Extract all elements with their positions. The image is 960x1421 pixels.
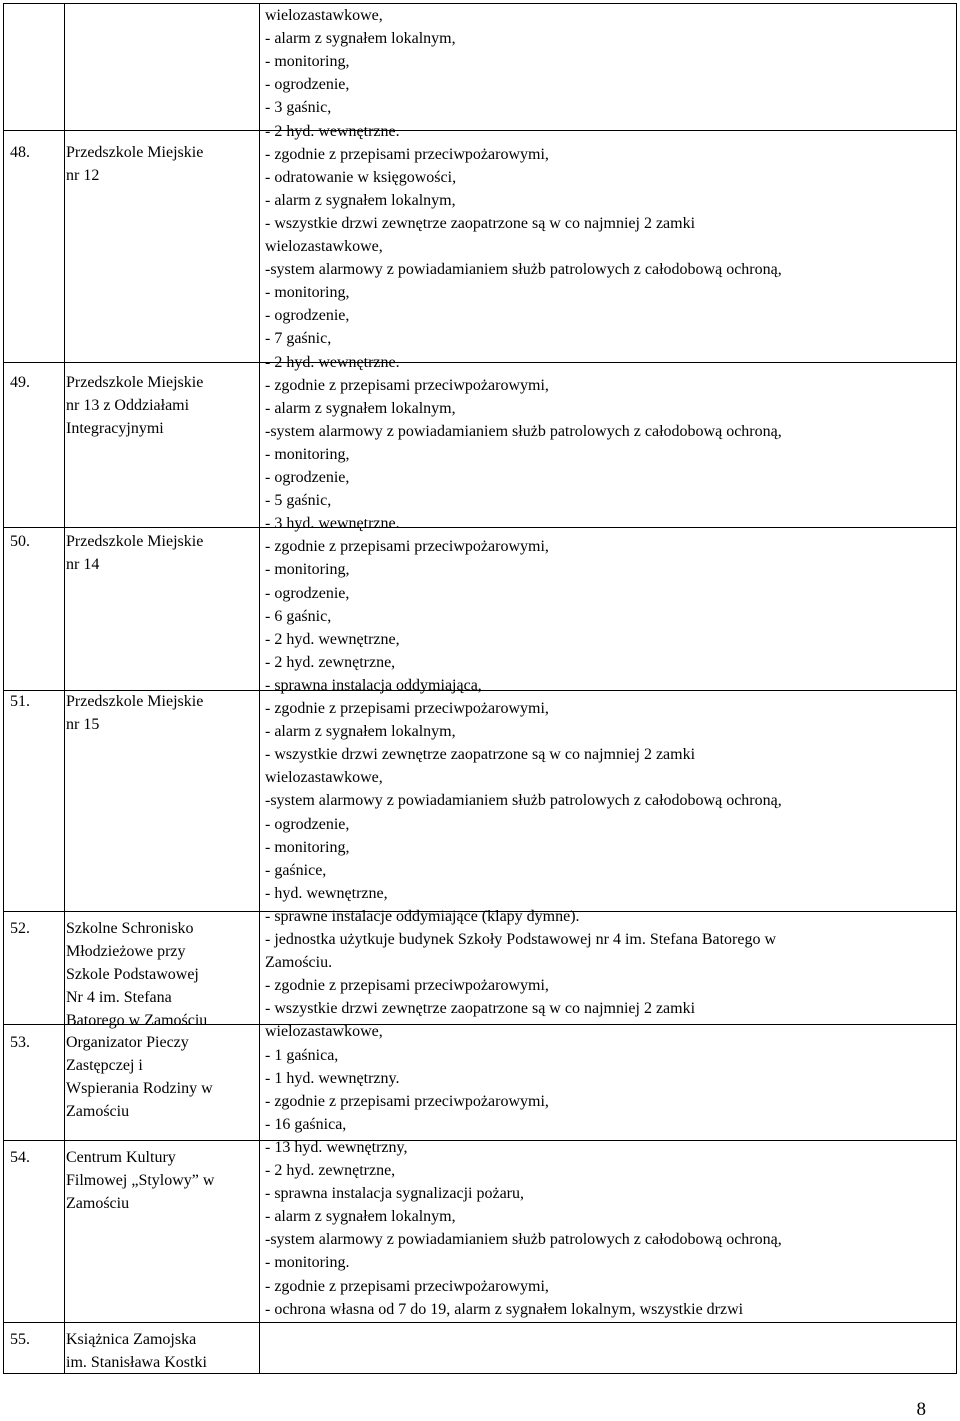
safeguard-line: - wszystkie drzwi zewnętrze zaopatrzone są w co najmniej 2 zamki [265,746,696,764]
facility-name-line: nr 12 [66,167,100,184]
facility-name-line: Nr 4 im. Stefana [66,989,172,1006]
safeguard-line: - monitoring, [265,53,350,71]
row-number: 50. [10,533,30,550]
safeguard-line: - zgodnie z przepisami przeciwpożarowymi, [265,1277,549,1295]
safeguard-line: - 1 gaśnica, [265,1046,339,1064]
safeguard-line: - zgodnie z przepisami przeciwpożarowymi, [265,145,549,163]
facility-name-line: nr 13 z Oddziałami [66,397,190,414]
safeguard-line: - odratowanie w księgowości, [265,168,457,186]
safeguard-line: - hyd. wewnętrzne, [265,884,388,902]
safeguard-line: - 7 gaśnic, [265,330,332,348]
safeguard-line: - ogrodzenie, [265,76,350,94]
safeguard-line: - 16 gaśnica, [265,1115,347,1133]
safeguard-line: - sprawna instalacja oddymiająca, [265,676,482,694]
safeguard-line: - zgodnie z przepisami przeciwpożarowymi, [265,538,549,556]
facility-name-line: Centrum Kultury [66,1149,176,1166]
row-number: 48. [10,144,30,161]
facility-name-line: Zamościu [66,1103,130,1120]
safeguard-line: - 3 hyd. wewnętrzne. [265,515,400,533]
safeguard-line: wielozastawkowe, [265,7,383,24]
safeguard-line: - ogrodzenie, [265,584,350,602]
row-number: 49. [10,374,30,391]
safeguard-line: - 2 hyd. wewnętrzne, [265,630,400,648]
row-number: 55. [10,1331,30,1348]
facility-name-line: Integracyjnymi [66,420,164,437]
safeguard-line: - wszystkie drzwi zewnętrze zaopatrzone są w co najmniej 2 zamki [265,1000,696,1018]
safeguard-line: - alarm z sygnałem lokalnym, [265,191,456,209]
safeguard-line: - monitoring, [265,284,350,302]
safeguard-line: - monitoring, [265,445,350,463]
facility-name-line: nr 14 [66,556,100,573]
facility-name-line: Przedszkole Miejskie [66,144,204,161]
safeguard-line: wielozastawkowe, [265,769,383,787]
safeguard-line: - alarm z sygnałem lokalnym, [265,399,456,417]
safeguard-line: - alarm z sygnałem lokalnym, [265,1208,456,1226]
safeguard-line: - zgodnie z przepisami przeciwpożarowymi, [265,376,549,394]
page-number: 8 [916,1399,926,1420]
safeguard-line: - 6 gaśnic, [265,607,332,625]
row-number: 53. [10,1034,30,1051]
facility-name-line: Młodzieżowe przy [66,943,186,960]
facility-name-line: Przedszkole Miejskie [66,533,204,550]
safeguard-line: wielozastawkowe, [265,238,383,255]
facility-name-line: Zastępczej i [66,1057,143,1074]
safeguard-line: - ogrodzenie, [265,469,350,486]
safeguard-line: - ogrodzenie, [265,815,350,833]
safeguard-line: - zgodnie z przepisami przeciwpożarowymi, [265,700,549,717]
safeguard-line: - alarm z sygnałem lokalnym, [265,30,456,48]
safeguard-line: -system alarmowy z powiadamianiem służb patrolowych z całodobową ochroną, [265,261,782,279]
safeguard-line: -system alarmowy z powiadamianiem służb patrolowych z całodobową ochroną, [265,1231,782,1249]
safeguard-line: - 13 hyd. wewnętrzny, [265,1138,408,1156]
facility-name-line: Zamościu [66,1195,130,1212]
facility-name-line: Przedszkole Miejskie [66,374,204,391]
row-number: 54. [10,1149,30,1166]
safeguard-line: - jednostka użytkuje budynek Szkoły Podstawowej nr 4 im. Stefana Batorego w [265,931,777,948]
facility-name-line: nr 15 [66,716,100,733]
safeguard-line: - wszystkie drzwi zewnętrze zaopatrzone są w co najmniej 2 zamki [265,214,696,232]
row-number: 52. [10,920,30,937]
safeguard-line: - 1 hyd. wewnętrzny. [265,1069,400,1087]
facility-name-line: Organizator Pieczy [66,1034,189,1051]
safeguard-line: - sprawna instalacja sygnalizacji pożaru, [265,1185,524,1203]
facility-name-line: Szkole Podstawowej [66,966,199,983]
facility-name-line: Przedszkole Miejskie [66,693,204,710]
facility-name-line: Książnica Zamojska [66,1331,197,1348]
safeguard-line: - 2 hyd. wewnętrzne. [265,122,400,140]
safeguard-line: - gaśnice, [265,861,327,879]
safeguard-line: - zgodnie z przepisami przeciwpożarowymi, [265,1092,549,1110]
row-number: 51. [10,693,30,710]
safeguard-line: - alarm z sygnałem lokalnym, [265,723,456,741]
safeguard-line: -system alarmowy z powiadamianiem służb patrolowych z całodobową ochroną, [265,792,782,810]
safeguard-line: - monitoring, [265,561,350,579]
facility-name-line: Wspierania Rodziny w [66,1080,213,1097]
safeguard-line: - sprawne instalacje oddymiające (klapy dymne). [265,907,580,925]
safeguard-line: - monitoring. [265,1254,350,1272]
safeguard-line: - ogrodzenie, [265,307,350,325]
safeguard-line: - ochrona własna od 7 do 19, alarm z sygnałem lokalnym, wszystkie drzwi [265,1300,744,1318]
safeguard-line: - 3 gaśnic, [265,99,332,117]
safeguard-line: - 5 gaśnic, [265,492,332,510]
facility-name-line: Filmowej „Stylowy” w [66,1172,215,1189]
facility-name-line: Batorego w Zamościu [66,1012,208,1029]
safeguard-line: Zamościu. [265,954,333,972]
facility-name-line: im. Stanisława Kostki [66,1354,207,1371]
safeguard-line: -system alarmowy z powiadamianiem służb patrolowych z całodobową ochroną, [265,422,782,440]
facility-name-line: Szkolne Schronisko [66,920,194,937]
safeguard-line: - 2 hyd. zewnętrzne, [265,1162,396,1179]
safeguard-line: - 2 hyd. wewnętrzne. [265,353,400,371]
safeguard-line: - monitoring, [265,838,350,856]
safeguard-line: - 2 hyd. zewnętrzne, [265,653,396,671]
safeguard-line: - zgodnie z przepisami przeciwpożarowymi, [265,977,549,995]
safeguard-line: wielozastawkowe, [265,1023,383,1041]
